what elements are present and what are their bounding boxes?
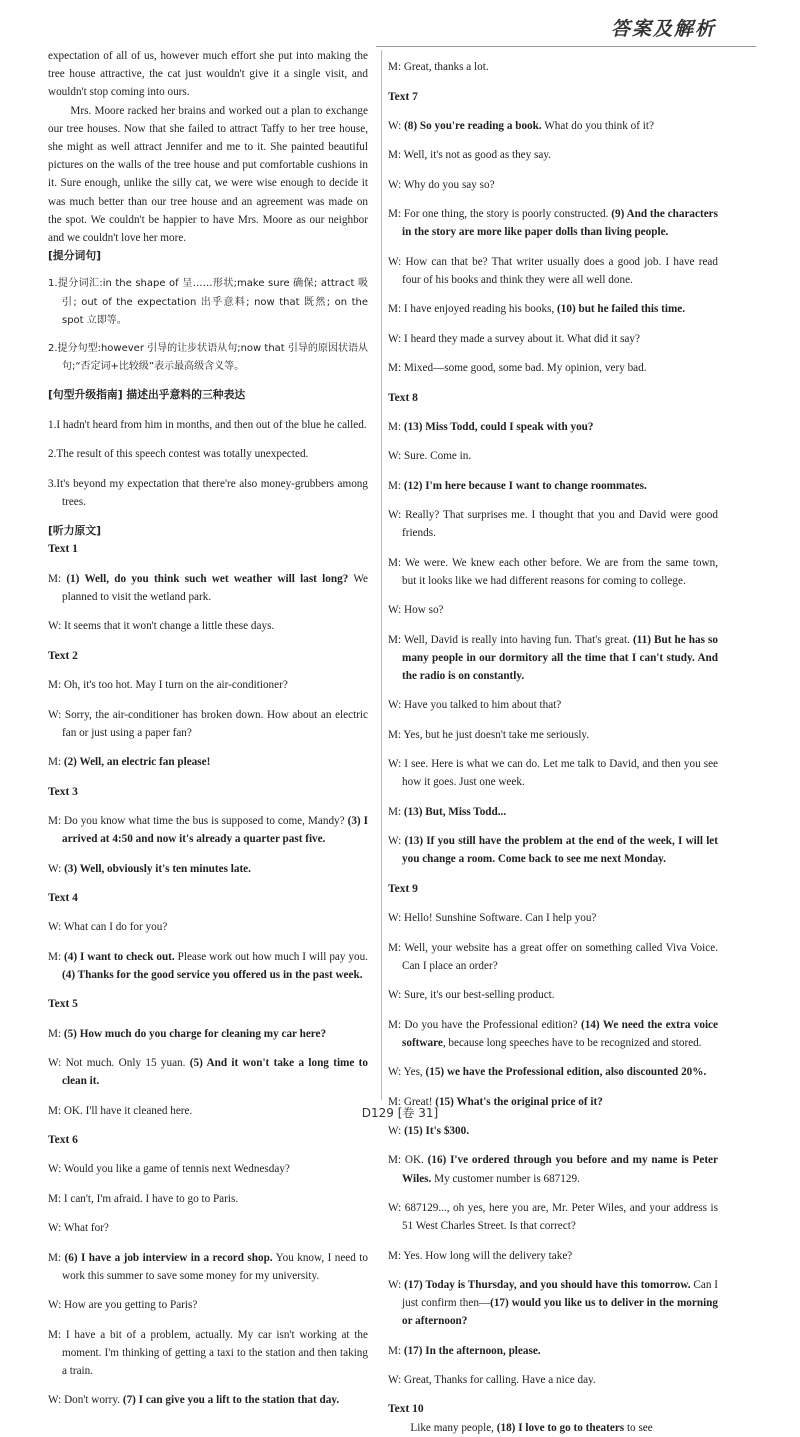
upgrade-heading: [句型升级指南] 描述出乎意料的三种表达 — [48, 388, 246, 402]
upgrade-item-3: 3.It's beyond my expectation that there're also money-grubbers among trees. — [48, 477, 368, 508]
dialogue-text: OK. — [404, 1154, 428, 1167]
speaker-label: W: — [388, 1066, 404, 1079]
dialogue-line: W: I see. Here is what we can do. Let me talk to David, and then you see how it goes. Just one week. — [388, 758, 718, 789]
dialogue-text: I have enjoyed reading his books, — [403, 303, 558, 316]
dialogue-line: M: OK. I'll have it cleaned here. — [48, 1104, 193, 1117]
answer-text: (13) Miss Todd, could I speak with you? — [403, 420, 594, 433]
dialogue-line — [48, 948, 368, 984]
dialogue-line: W: It seems that it won't change a little these days. — [48, 620, 275, 633]
dialogue-text: Like many people, — [410, 1421, 497, 1434]
dialogue-line — [388, 1063, 718, 1081]
speaker-label: M: — [48, 1251, 65, 1264]
text-6-label: Text 6 — [48, 1134, 78, 1147]
dialogue-line — [388, 117, 718, 135]
dialogue-text: Do you know what time the bus is supposed to come, Mandy? — [64, 814, 348, 827]
dialogue-line: M: Mixed—some good, some bad. My opinion, very bad. — [388, 362, 647, 375]
answer-text: (11) But he has so many people in our dormitory all the time that I can't study. And the radio is on constantly. — [402, 633, 718, 683]
answer-text: (15) It's $300. — [404, 1124, 470, 1137]
vocab-heading: [提分词句] — [48, 249, 102, 263]
speaker-label: M: — [48, 814, 65, 827]
dialogue-text: You know, I need to work this summer to save some money for my university. — [62, 1251, 368, 1282]
dialogue-line — [48, 753, 368, 771]
speaker-label: M: — [48, 1027, 64, 1040]
dialogue-line: W: I heard they made a survey about it. What did it say? — [388, 332, 640, 345]
answer-text: (16) I've ordered through you before and my name is Peter Wiles. — [402, 1154, 718, 1185]
speaker-label: M: — [388, 479, 404, 492]
dialogue-line — [388, 631, 718, 686]
dialogue-text: Yes, — [403, 1066, 426, 1079]
text-7-label: Text 7 — [388, 90, 418, 103]
speaker-label: M: — [388, 1344, 404, 1357]
speaker-label: M: — [388, 1018, 405, 1031]
dialogue-line — [48, 570, 368, 606]
listening-heading: [听力原文] — [48, 524, 102, 538]
answer-text: (12) I'm here because I want to change roommates. — [403, 479, 647, 492]
dialogue-text: Can I just confirm then— — [402, 1278, 718, 1310]
answer-text: (10) but he failed this time. — [557, 303, 686, 316]
speaker-label: M: — [388, 805, 404, 818]
text-2-label: Text 2 — [48, 649, 78, 662]
upgrade-item-2: 2.The result of this speech contest was totally unexpected. — [48, 448, 309, 461]
answer-text: (17) would you like us to deliver in the morning or afternoon? — [402, 1297, 718, 1328]
dialogue-line — [48, 812, 368, 848]
answer-text: (13) But, Miss Todd... — [403, 805, 507, 818]
speaker-label: W: — [388, 1278, 405, 1291]
story-paragraph-2: Mrs. Moore racked her brains and worked out a plan to exchange our tree houses. Now that she failed to attract Taffy to her tree house, she might as well attract Jennifer and me to it. She painted beautiful pictures on the walls of the tree house and put comfortable cushions in it. Sure enough, unlike the silly cat, we were wise enough to decide it was much better than our tree house and an agreement was made on the spot. We couldn't be happier to have Mrs. Moore as our neighbor and we couldn't love her more. — [48, 104, 368, 245]
vocab-item-1: 1.提分词汇:in the shape of 呈……形状;make sure 确保; attract 吸引; out of the expectation 出乎意料; now that 既然; on the spot 立即等。 — [48, 278, 368, 326]
dialogue-line — [388, 1016, 718, 1052]
answer-text: (18) I love to go to theaters — [496, 1421, 625, 1434]
answer-text: (4) Thanks for the good service you offered us in the past week. — [62, 968, 363, 981]
dialogue-line: W: Really? That surprises me. I thought that you and David were good friends. — [388, 509, 718, 540]
answer-text: (8) So you're reading a book. — [404, 119, 542, 132]
dialogue-line: M: Yes. How long will the delivery take? — [388, 1249, 573, 1262]
answer-text: (5) And it won't take a long time to clean it. — [62, 1057, 368, 1088]
dialogue-line — [388, 477, 718, 495]
speaker-label: M: — [388, 208, 404, 221]
answer-text: (14) We need the extra voice software — [402, 1018, 718, 1049]
dialogue-line: W: What can I do for you? — [48, 921, 168, 934]
text-3-label: Text 3 — [48, 785, 78, 798]
text-4-label: Text 4 — [48, 891, 78, 904]
text-1-label: Text 1 — [48, 543, 78, 556]
dialogue-line: M: Great, thanks a lot. — [388, 61, 489, 74]
speaker-label: M: — [388, 303, 404, 316]
dialogue-line — [388, 832, 718, 868]
dialogue-line: W: Hello! Sunshine Software. Can I help you? — [388, 912, 597, 925]
dialogue-line: W: Why do you say so? — [388, 178, 495, 191]
dialogue-line — [388, 1151, 718, 1187]
dialogue-text: What do you think of it? — [541, 119, 654, 132]
dialogue-line: W: Have you talked to him about that? — [388, 699, 562, 712]
dialogue-line: M: I have a bit of a problem, actually. My car isn't working at the moment. I'm thinking of getting a taxi to the station and then taking a train. — [48, 1328, 368, 1378]
dialogue-text: Not much. Only 15 yuan. — [65, 1057, 190, 1070]
dialogue-line — [388, 1122, 718, 1140]
dialogue-line: W: 687129..., oh yes, here you are, Mr. Peter Wiles, and your address is 51 West Charles Street. Is that correct? — [388, 1201, 718, 1233]
monologue-line — [388, 1419, 718, 1437]
column-divider — [381, 50, 382, 1100]
answer-text: (15) What's the original price of it? — [435, 1095, 603, 1108]
vocab-item-2: 2.提分句型:however 引导的让步状语从句;now that 引导的原因状语从句;“否定词+比较级”表示最高级含义等。 — [48, 343, 368, 373]
left-column — [48, 47, 368, 1421]
dialogue-text: Great! — [403, 1095, 436, 1108]
dialogue-line: W: How are you getting to Paris? — [48, 1299, 198, 1312]
answer-text: (1) Well, do you think such wet weather will last long? — [66, 572, 349, 585]
dialogue-text: Do you have the Professional edition? — [404, 1018, 581, 1031]
dialogue-line — [388, 418, 718, 436]
answer-text: (15) we have the Professional edition, also discounted 20%. — [425, 1066, 707, 1079]
dialogue-text: My customer number is 687129. — [431, 1172, 580, 1185]
dialogue-line: M: Well, your website has a great offer on something called Viva Voice. Can I place an order? — [388, 941, 718, 972]
dialogue-line — [388, 300, 718, 318]
speaker-label: W: — [388, 1124, 405, 1137]
speaker-label: M: — [388, 1154, 405, 1167]
answer-text: (9) And the characters in the story are more like paper dolls than living people. — [402, 208, 718, 239]
dialogue-line: W: Sorry, the air-conditioner has broken down. How about an electric fan or just using a paper fan? — [48, 708, 368, 739]
dialogue-line: M: We were. We knew each other before. We are from the same town, but it looks like we had different reasons for coming to college. — [388, 556, 718, 587]
answer-text: (3) Well, obviously it's ten minutes late. — [64, 862, 251, 875]
dialogue-line: W: Sure, it's our best-selling product. — [388, 989, 555, 1002]
dialogue-text: Please work out how much I will pay you. — [174, 950, 368, 963]
dialogue-text: Don't worry. — [64, 1394, 123, 1407]
dialogue-text: , because long speeches have to be recognized and stored. — [442, 1036, 702, 1049]
dialogue-line: W: Great, Thanks for calling. Have a nice day. — [388, 1374, 596, 1387]
answer-text: (17) Today is Thursday, and you should have this tomorrow. — [404, 1278, 691, 1291]
dialogue-line: W: How so? — [388, 604, 444, 617]
speaker-label: W: — [388, 835, 405, 848]
text-10-label: Text 10 — [388, 1403, 424, 1416]
dialogue-line — [388, 205, 718, 241]
dialogue-line — [48, 1054, 368, 1090]
dialogue-text: We planned to visit the wetland park. — [62, 572, 368, 604]
dialogue-line — [388, 1276, 718, 1331]
answer-text: (17) In the afternoon, please. — [403, 1344, 541, 1357]
speaker-label: M: — [388, 633, 404, 646]
dialogue-line — [48, 1249, 368, 1285]
speaker-label: M: — [48, 756, 64, 769]
story-paragraph-1: expectation of all of us, however much effort she put into making the tree house attractive, the cat just wouldn't give it a single visit, and wouldn't stop coming into ours. — [48, 50, 368, 99]
speaker-label: M: — [48, 950, 64, 963]
dialogue-line: M: Yes, but he just doesn't take me seriously. — [388, 728, 590, 741]
dialogue-line — [388, 1342, 718, 1360]
page-header-title: 答案及解析 — [610, 18, 716, 40]
answer-text: (5) How much do you charge for cleaning my car here? — [63, 1027, 327, 1040]
text-5-label: Text 5 — [48, 998, 78, 1011]
dialogue-line — [388, 803, 718, 821]
dialogue-text: to see — [624, 1421, 653, 1434]
dialogue-text: For one thing, the story is poorly constructed. — [403, 208, 612, 221]
answer-text: (7) I can give you a lift to the station that day. — [122, 1394, 340, 1407]
answer-text: (2) Well, an electric fan please! — [63, 756, 211, 769]
page-number: D129 [卷 31] — [361, 1106, 439, 1120]
dialogue-line: M: Well, it's not as good as they say. — [388, 149, 552, 162]
dialogue-line — [48, 1025, 368, 1043]
speaker-label: M: — [388, 420, 404, 433]
dialogue-line — [48, 1391, 368, 1409]
dialogue-line: W: Would you like a game of tennis next Wednesday? — [48, 1163, 290, 1176]
answer-text: (3) I arrived at 4:50 and now it's already a quarter past five. — [62, 814, 368, 846]
answer-text: (6) I have a job interview in a record shop. — [64, 1251, 273, 1264]
speaker-label: W: — [48, 862, 65, 875]
right-column — [388, 47, 718, 1437]
dialogue-line: M: Oh, it's too hot. May I turn on the air-conditioner? — [48, 679, 288, 692]
speaker-label: W: — [388, 119, 405, 132]
answer-text: (4) I want to check out. — [64, 950, 175, 963]
dialogue-line: W: What for? — [48, 1222, 109, 1235]
answer-text: (13) If you still have the problem at the end of the week, I will let you change a room. Come back to see me next Monday. — [402, 835, 718, 866]
dialogue-line: W: How can that be? That writer usually does a good job. I have read four of his books and think they were all well done. — [388, 255, 718, 286]
speaker-label: W: — [48, 1394, 65, 1407]
dialogue-text: Well, David is really into having fun. That's great. — [403, 633, 633, 646]
speaker-label: M: — [48, 572, 67, 585]
text-8-label: Text 8 — [388, 391, 418, 404]
dialogue-line: M: I can't, I'm afraid. I have to go to Paris. — [48, 1192, 239, 1205]
speaker-label: W: — [48, 1057, 66, 1070]
upgrade-item-1: 1.I hadn't heard from him in months, and then out of the blue he called. — [48, 418, 367, 431]
dialogue-line — [48, 860, 368, 878]
dialogue-line: W: Sure. Come in. — [388, 450, 472, 463]
text-9-label: Text 9 — [388, 882, 418, 895]
speaker-label: M: — [388, 1095, 404, 1108]
